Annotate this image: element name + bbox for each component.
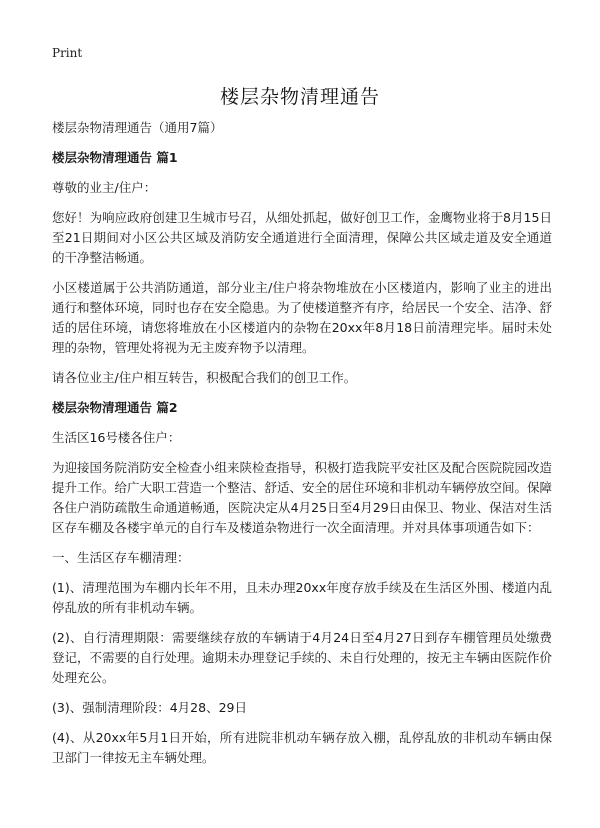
section-heading-1: 楼层杂物清理通告 篇1 (52, 150, 178, 165)
paragraph-greeting-1: 尊敬的业主/住户： (52, 180, 157, 195)
list-item: (3)、强制清理阶段：4月28、29日 (52, 700, 247, 715)
paragraph: 小区楼道属于公共消防通道，部分业主/住户将杂物堆放在小区楼道内，影响了业主的进出通行和整体环境，同时也存在安全隐患。为了使楼道整齐有序，给居民一个安全、洁净、舒适的居住环境，请您将堆放在小区楼道内的杂物在20xx年8月18日前清理完毕。届时未处理的杂物，管理处将视为无主废弃物予以清理。 (52, 280, 553, 355)
print-link[interactable]: Print (52, 46, 83, 60)
paragraph: 为迎接国务院消防安全检查小组来陕检查指导，积极打造我院平安社区及配合医院院园改造提升工作。给广大职工营造一个整洁、舒适、安全的居住环境和非机动车辆停放空间。保障各住户消防疏散生命通道畅通，医院决定从4月25日至4月29日由保卫、物业、保洁对生活区存车棚及各楼宇单元的自行车及楼道杂物进行一次全面清理。并对具体事项通告如下： (52, 460, 553, 535)
document-subtitle: 楼层杂物清理通告（通用7篇） (52, 120, 223, 135)
paragraph: 您好！为响应政府创建卫生城市号召，从细处抓起，做好创卫工作，金鹰物业将于8月15日至21日期间对小区公共区域及消防安全通道进行全面清理，保障公共区域走道及安全通道的干净整洁畅通。 (52, 210, 552, 265)
list-item: (4)、从20xx年5月1日开始，所有进院非机动车辆存放入棚，乱停乱放的非机动车辆由保卫部门一律按无主车辆处理。 (52, 730, 552, 765)
list-item: (2)、自行清理期限：需要继续存放的车辆请于4月24日至4月27日到存车棚管理员处缴费登记，不需要的自行处理。逾期未办理登记手续的、未自行处理的，按无主车辆由医院作价处理充公。 (52, 630, 553, 685)
list-item: (1)、清理范围为车棚内长年不用，且未办理20xx年度存放手续及在生活区外围、楼道内乱停乱放的所有非机动车辆。 (52, 580, 552, 615)
paragraph: 请各位业主/住户相互转告，积极配合我们的创卫工作。 (52, 370, 357, 385)
paragraph-list-heading: 一、生活区存车棚清理： (52, 550, 190, 565)
paragraph-greeting-2: 生活区16号楼各住户： (52, 430, 181, 445)
section-heading-2: 楼层杂物清理通告 篇2 (52, 400, 178, 415)
page-title: 楼层杂物清理通告 (219, 86, 380, 108)
document-body (52, 118, 552, 778)
